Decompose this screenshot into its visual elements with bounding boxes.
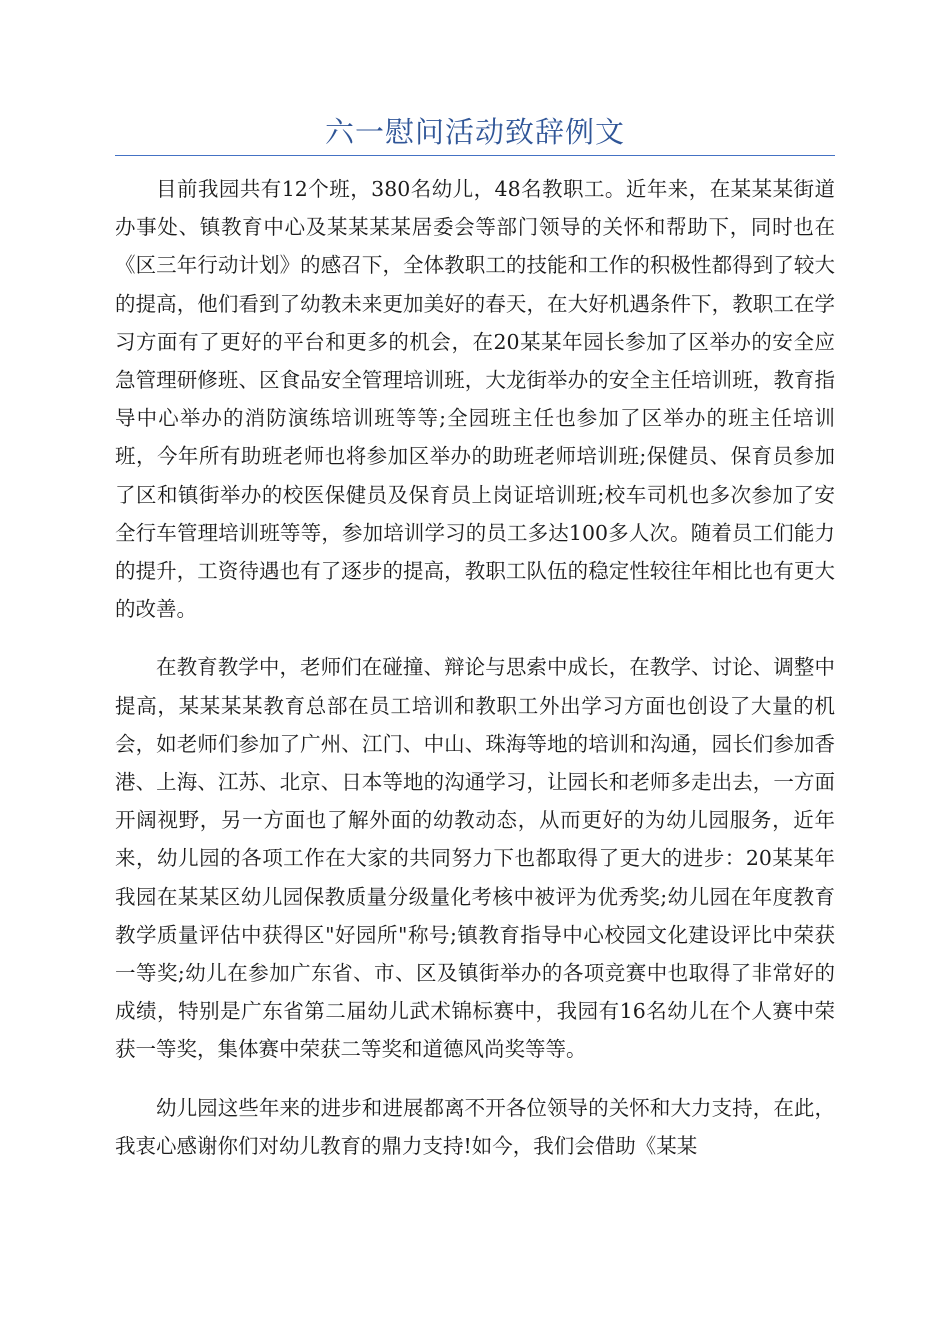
paragraph: 目前我园共有12个班，380名幼儿，48名教职工。近年来，在某某某街道办事处、镇教育中心及某某某某居委会等部门领导的关怀和帮助下，同时也在《区三年行动计划》的感召下，全体教职工的技能和工作的积极性都得到了较大的提高，他们看到了幼教未来更加美好的春天，在大好机遇条件下，教职工在学习方面有了更好的平台和更多的机会，在20某某年园长参加了区举办的安全应急管理研修班、区食品安全管理培训班，大龙街举办的安全主任培训班，教育指导中心举办的消防演练培训班等等;全园班主任也参加了区举办的班主任培训班，今年所有助班老师也将参加区举办的助班老师培训班;保健员、保育员参加了区和镇街举办的校医保健员及保育员上岗证培训班;校车司机也多次参加了安全行车管理培训班等等，参加培训学习的员工多达100多人次。随着员工们能力的提升，工资待遇也有了逐步的提高，教职工队伍的稳定性较往年相比也有更大的改善。	[115, 177, 835, 622]
paragraph: 幼儿园这些年来的进步和进展都离不开各位领导的关怀和大力支持，在此，我衷心感谢你们对幼儿教育的鼎力支持!如今，我们会借助《某某	[115, 1095, 835, 1158]
title-underline	[115, 155, 835, 156]
document-body	[115, 170, 835, 1185]
paragraph: 在教育教学中，老师们在碰撞、辩论与思索中成长，在教学、讨论、调整中提高，某某某某教育总部在员工培训和教职工外出学习方面也创设了大量的机会，如老师们参加了广州、江门、中山、珠海等地的培训和沟通，园长们参加香港、上海、江苏、北京、日本等地的沟通学习，让园长和老师多走出去，一方面开阔视野，另一方面也了解外面的幼教动态，从而更好的为幼儿园服务，近年来，幼儿园的各项工作在大家的共同努力下也都取得了更大的进步：20某某年我园在某某区幼儿园保教质量分级量化考核中被评为优秀奖;幼儿园在年度教育教学质量评估中获得区"好园所"称号;镇教育指导中心校园文化建设评比中荣获一等奖;幼儿在参加广东省、市、区及镇街举办的各项竞赛中也取得了非常好的成绩，特别是广东省第二届幼儿武术锦标赛中，我园有16名幼儿在个人赛中荣获一等奖，集体赛中荣获二等奖和道德风尚奖等等。	[115, 655, 835, 1062]
page-title: 六一慰问活动致辞例文	[324, 115, 625, 149]
